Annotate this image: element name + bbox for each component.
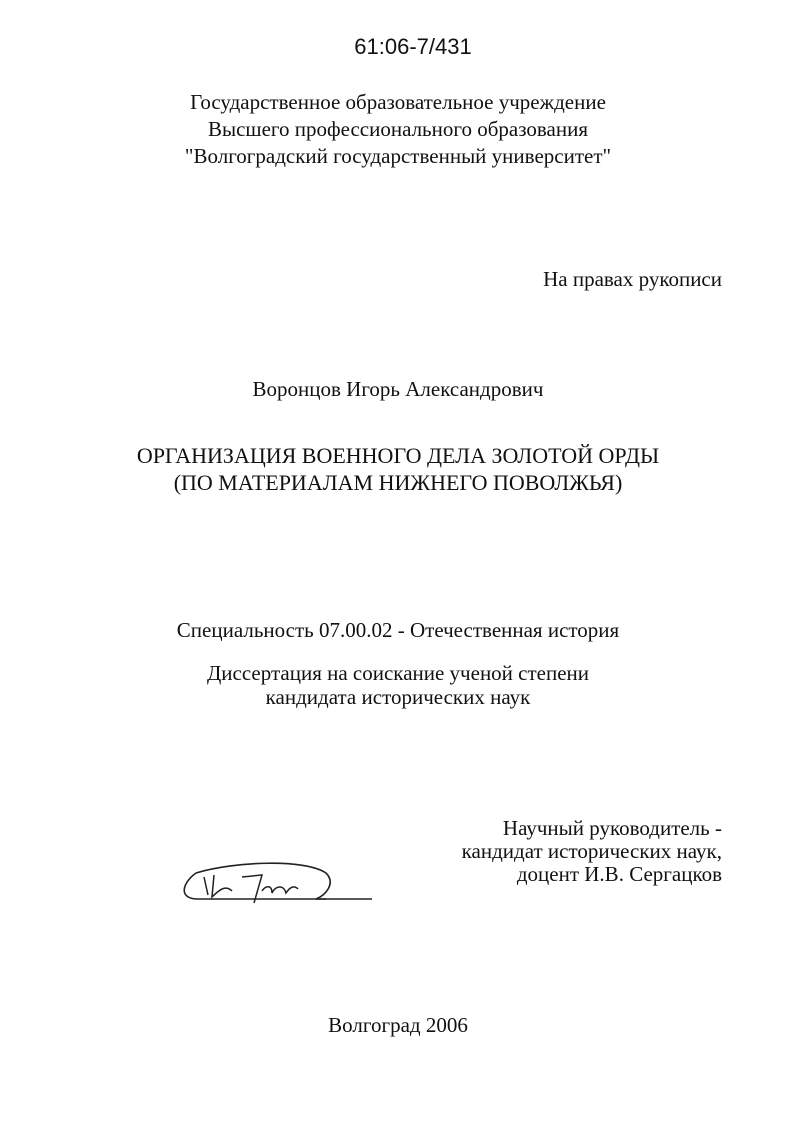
degree-line-2: кандидата исторических наук [265,685,531,709]
advisor-line-1: Научный руководитель - [502,816,722,840]
advisor-line-2: кандидат исторических наук, [461,839,722,863]
place-and-year: Волгоград 2006 [328,1013,468,1037]
institution-line-1: Государственное образовательное учреждение [190,90,606,114]
handwritten-signature [176,855,376,915]
institution-line-3: "Волгоградский государственный университет" [184,144,612,168]
thesis-title-line-2: (ПО МАТЕРИАЛАМ НИЖНЕГО ПОВОЛЖЬЯ) [173,470,623,495]
manuscript-note: На правах рукописи [543,267,722,291]
catalog-code: 61:06-7/431 [354,34,472,59]
specialty: Специальность 07.00.02 - Отечественная история [176,618,620,642]
author-name: Воронцов Игорь Александрович [252,377,544,401]
degree-line-1: Диссертация на соискание ученой степени [206,661,590,685]
institution-line-2: Высшего профессионального образования [208,117,588,141]
advisor-line-3: доцент И.В. Сергацков [516,862,722,886]
thesis-title-line-1: ОРГАНИЗАЦИЯ ВОЕННОГО ДЕЛА ЗОЛОТОЙ ОРДЫ [136,443,660,468]
